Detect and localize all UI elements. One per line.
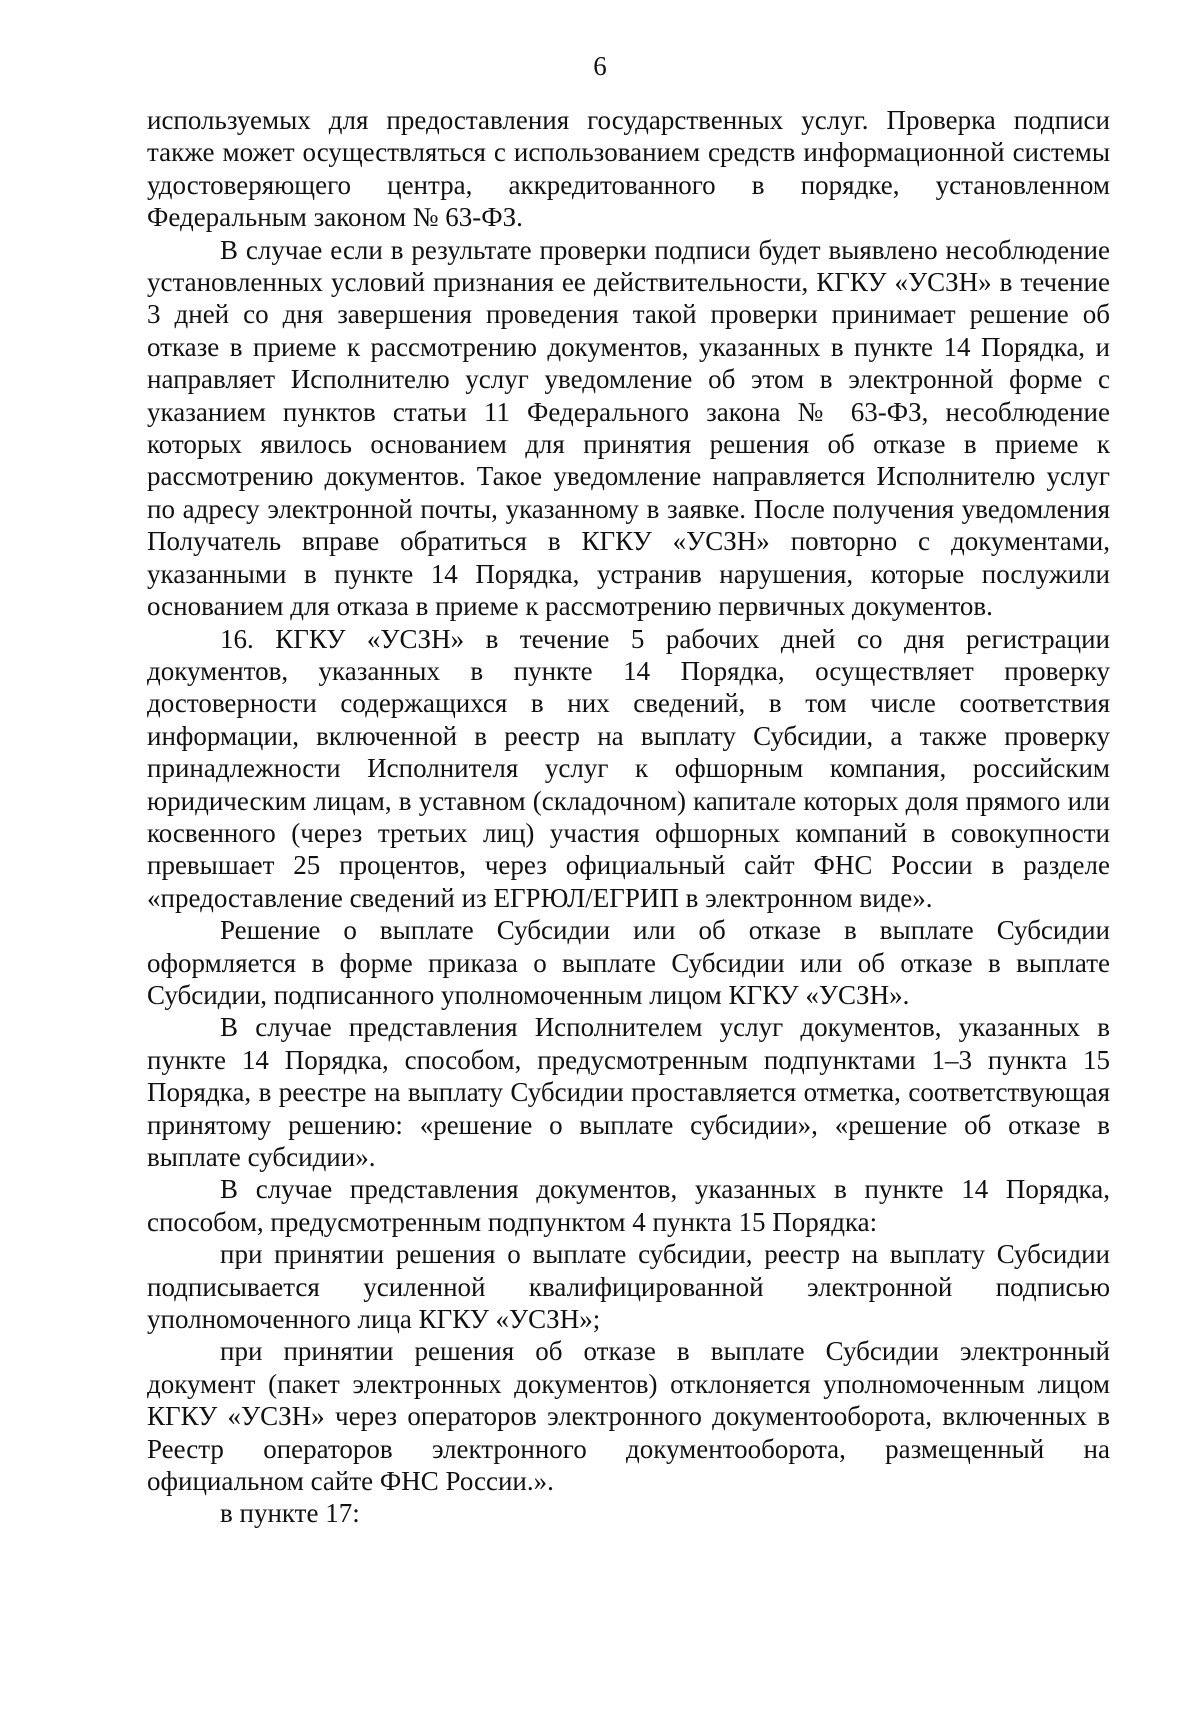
page-number: 6 xyxy=(593,51,607,81)
paragraph-item-16: 16. КГКУ «УСЗН» в течение 5 рабочих дней со дня регистрации документов, указанных в пункте 14 Порядка, осуществляет проверку достоверности содержащихся в них сведений, в том числе соответствия информации, включенной в реестр на выплату Субсидии, а также проверку принадлежности Исполнителя услуг к офшорным компания, российским юридическим лицам, в уставном (складочном) капитале которых доля прямого или косвенного (через третьих лиц) участия офшорных компаний в совокупности превышает 25 процентов, через официальный сайт ФНС России в разделе «предоставление сведений из ЕГРЮЛ/ЕГРИП в электронном виде». xyxy=(147,623,1110,913)
paragraph-method-4: В случае представления документов, указанных в пункте 14 Порядка, способом, предусмотренным подпунктом 4 пункта 15 Порядка: xyxy=(147,1174,1110,1237)
paragraph-decision: Решение о выплате Субсидии или об отказе в выплате Субсидии оформляется в форме приказа о выплате Субсидии или об отказе в выплате Субсидии, подписанного уполномоченным лицом КГКУ «УСЗН». xyxy=(147,915,1110,1010)
paragraph-refusal-rejection: при принятии решения об отказе в выплате Субсидии электронный документ (пакет электронных документов) отклоняется уполномоченным лицом КГКУ «УСЗН» через операторов электронного документооборота, включенных в Реестр операторов электронного документооборота, размещенный на официальном сайте ФНС России.». xyxy=(147,1336,1110,1497)
paragraph-signature-check: В случае если в результате проверки подписи будет выявлено несоблюдение установленных условий признания ее действительности, КГКУ «УСЗН» в течение 3 дней со дня завершения проведения такой проверки принимает решение об отказе в приеме к рассмотрению документов, указанных в пункте 14 Порядка, и направляет Исполнителю услуг уведомление об этом в электронной форме с указанием пунктов статьи 11 Федерального закона № 63-ФЗ, несоблюдение которых явилось основанием для принятия решения об отказе в приеме к рассмотрению документов. Такое уведомление направляется Исполнителю услуг по адресу электронной почты, указанному в заявке. После получения уведомления Получатель вправе обратиться в КГКУ «УСЗН» повторно с документами, указанными в пункте 14 Порядка, устранив нарушения, которые послужили основанием для отказа в приеме к рассмотрению первичных документов. xyxy=(147,234,1110,622)
document-body xyxy=(147,104,1110,1530)
paragraph-item-17-header: в пункте 17: xyxy=(220,1498,360,1529)
paragraph-approval-signing: при принятии решения о выплате субсидии, реестр на выплату Субсидии подписывается усиленной квалифицированной электронной подписью уполномоченного лица КГКУ «УСЗН»; xyxy=(147,1239,1110,1335)
paragraph-registry-mark: В случае представления Исполнителем услуг документов, указанных в пункте 14 Порядка, способом, предусмотренным подпунктами 1–3 пункта 15 Порядка, в реестре на выплату Субсидии проставляется отметка, соответствующая принятому решению: «решение о выплате субсидии», «решение об отказе в выплате субсидии». xyxy=(147,1012,1110,1172)
paragraph-continuation: используемых для предоставления государственных услуг. Проверка подписи также может осуществляться с использованием средств информационной системы удостоверяющего центра, аккредитованного в порядке, установленном Федеральным законом № 63-ФЗ. xyxy=(147,105,1110,233)
